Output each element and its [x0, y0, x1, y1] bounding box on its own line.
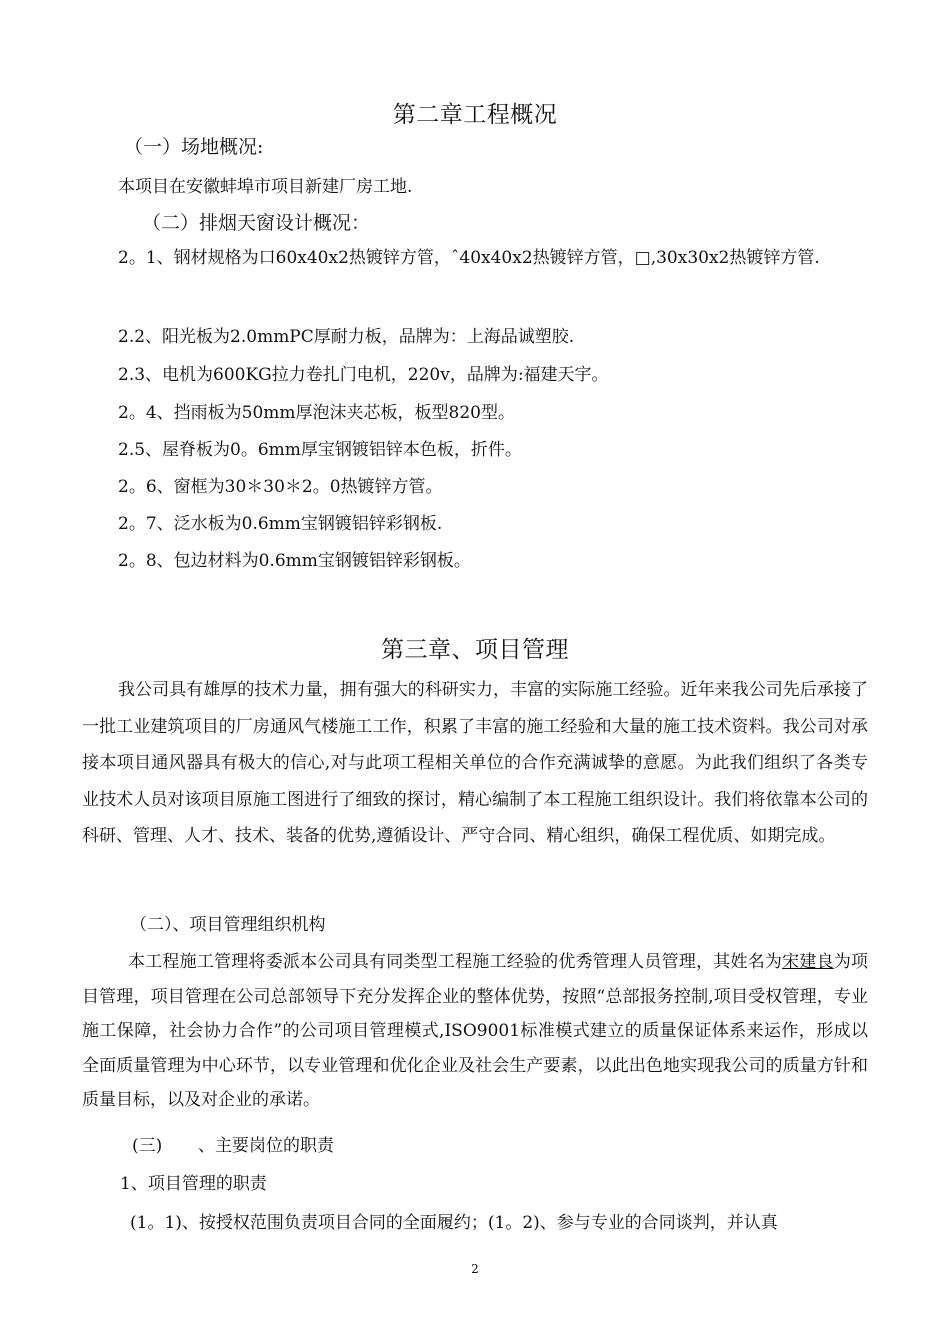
chapter2-title: 第二章工程概况 [392, 102, 558, 128]
section1-heading: （一）场地概况: [124, 136, 264, 158]
org-heading: （二）、项目管理组织机构 [130, 915, 326, 935]
org-text-before: 本工程施工管理将委派本公司具有同类型工程施工经验的优秀管理人员管理，其姓名为 [128, 952, 783, 972]
item-2-8: 2。8、包边材料为0.6mm宝钢镀铝锌彩钢板。 [118, 551, 471, 571]
section2-heading: （二）排烟天窗设计概况： [142, 212, 371, 234]
org-text [82, 945, 868, 1118]
duties-heading-num: (三) [132, 1136, 163, 1156]
manager-name: 宋建良 [782, 952, 834, 972]
duty1-heading: 1、项目管理的职责 [120, 1174, 267, 1194]
item-2-7: 2。7、泛水板为0.6mm宝钢镀铝锌彩钢板. [118, 514, 443, 534]
item-2-6: 2。6、窗框为30＊30＊2。0热镀锌方管。 [118, 477, 443, 497]
page-number: 2 [471, 1262, 479, 1276]
chapter3-intro: 我公司具有雄厚的技术力量，拥有强大的科研实力，丰富的实际施工经验。近年来我公司先后承接了一批工业建筑项目的厂房通风气楼施工工作，积累了丰富的施工经验和大量的施工技术资料。我公司对承接本项目通风器具有极大的信心,对与此项工程相关单位的合作充满诚挚的意愿。为此我们组织了各类专业技术人员对该项目原施工图进行了细致的探讨，精心编制了本工程施工组织设计。我们将依靠本公司的科研、管理、人才、技术、装备的优势,遵循设计、严守合同、精心组织，确保工程优质、如期完成。 [82, 680, 868, 847]
item-2-2: 2.2、阳光板为2.0mmPC厚耐力板，品牌为：上海品诚塑胶. [118, 327, 575, 347]
chapter3-title: 第三章、项目管理 [381, 637, 569, 663]
item-2-1: 2。1、钢材规格为口60x40x2热镀锌方管，ˆ40x40x2热镀锌方管，□,30x30x2热镀锌方管. [118, 248, 820, 268]
site-text: 本项目在安徽蚌埠市项目新建厂房工地. [118, 177, 413, 197]
org-text-after: 为项目管理，项目管理在公司总部领导下充分发挥企业的整体优势，按照“总部报务控制,项目受权管理，专业施工保障，社会协力合作”的公司项目管理模式,ISO9001标准模式建立的质量保证体系来运作，形成以全面质量管理为中心环节，以专业管理和优化企业及社会生产要素，以此出色地实现我公司的质量方针和质量目标，以及对企业的承诺。 [82, 952, 869, 1110]
item-2-5: 2.5、屋脊板为0。6mm厚宝钢镀铝锌本色板，折件。 [118, 440, 522, 460]
item-2-3: 2.3、电机为600KG拉力卷扎门电机，220v，品牌为:福建天宇。 [118, 365, 609, 385]
duties-heading-text: 、主要岗位的职责 [198, 1136, 334, 1156]
duty1-text: (1。1)、按授权范围负责项目合同的全面履约；(1。2)、参与专业的合同谈判，并认真 [130, 1213, 778, 1233]
item-2-4: 2。4、挡雨板为50mm厚泡沫夹芯板，板型820型。 [118, 403, 515, 423]
